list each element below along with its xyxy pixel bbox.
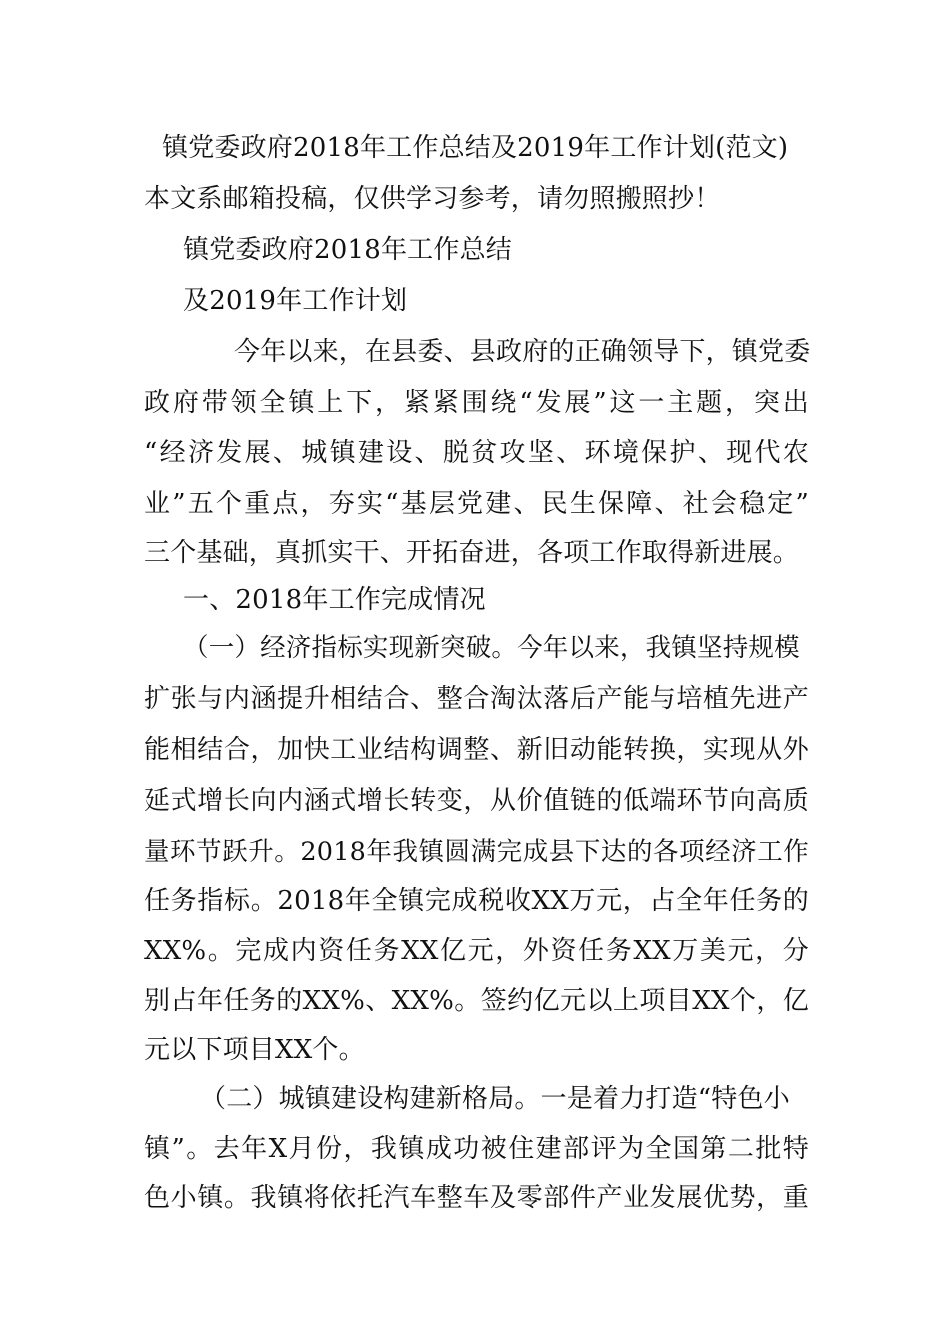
paragraph-line: 量环节跃升。2018年我镇圆满完成县下达的各项经济工作: [144, 837, 809, 867]
section-1-heading: 一、2018年工作完成情况: [183, 585, 486, 615]
paragraph-line: 任务指标。2018年全镇完成税收XX万元，占全年任务的: [144, 886, 809, 916]
subtitle-line-2: 及2019年工作计划: [183, 286, 408, 316]
paragraph-line: XX%。完成内资任务XX亿元，外资任务XX万美元，分: [144, 936, 809, 966]
paragraph-line: （一）经济指标实现新突破。今年以来，我镇坚持规模: [183, 633, 800, 663]
intro-line: “经济发展、城镇建设、脱贫攻坚、环境保护、现代农: [144, 438, 809, 468]
subtitle-line-1: 镇党委政府2018年工作总结: [183, 235, 512, 265]
paragraph-line: 镇”。去年X月份，我镇成功被住建部评为全国第二批特: [144, 1134, 809, 1164]
paragraph-line: （二）城镇建设构建新格局。一是着力打造“特色小: [200, 1084, 790, 1114]
document-title: 镇党委政府2018年工作总结及2019年工作计划(范文): [162, 133, 789, 163]
paragraph-line: 能相结合，加快工业结构调整、新旧动能转换，实现从外: [144, 735, 809, 765]
intro-line: 三个基础，真抓实干、开拓奋进，各项工作取得新进展。: [144, 538, 800, 568]
paragraph-line: 色小镇。我镇将依托汽车整车及零部件产业发展优势，重: [144, 1183, 809, 1213]
intro-line: 今年以来，在县委、县政府的正确领导下，镇党委: [234, 337, 811, 367]
intro-line: 政府带领全镇上下，紧紧围绕“发展”这一主题，突出: [144, 388, 809, 418]
paragraph-line: 扩张与内涵提升相结合、整合淘汰落后产能与培植先进产: [144, 684, 809, 714]
intro-line: 业”五个重点，夯实“基层党建、民生保障、社会稳定”: [144, 489, 809, 519]
paragraph-line: 延式增长向内涵式增长转变，从价值链的低端环节向高质: [144, 786, 809, 816]
paragraph-line: 别占年任务的XX%、XX%。签约亿元以上项目XX个，亿: [144, 986, 809, 1016]
paragraph-line: 元以下项目XX个。: [144, 1035, 365, 1065]
submission-notice: 本文系邮箱投稿，仅供学习参考，请勿照搬照抄！: [144, 184, 721, 214]
